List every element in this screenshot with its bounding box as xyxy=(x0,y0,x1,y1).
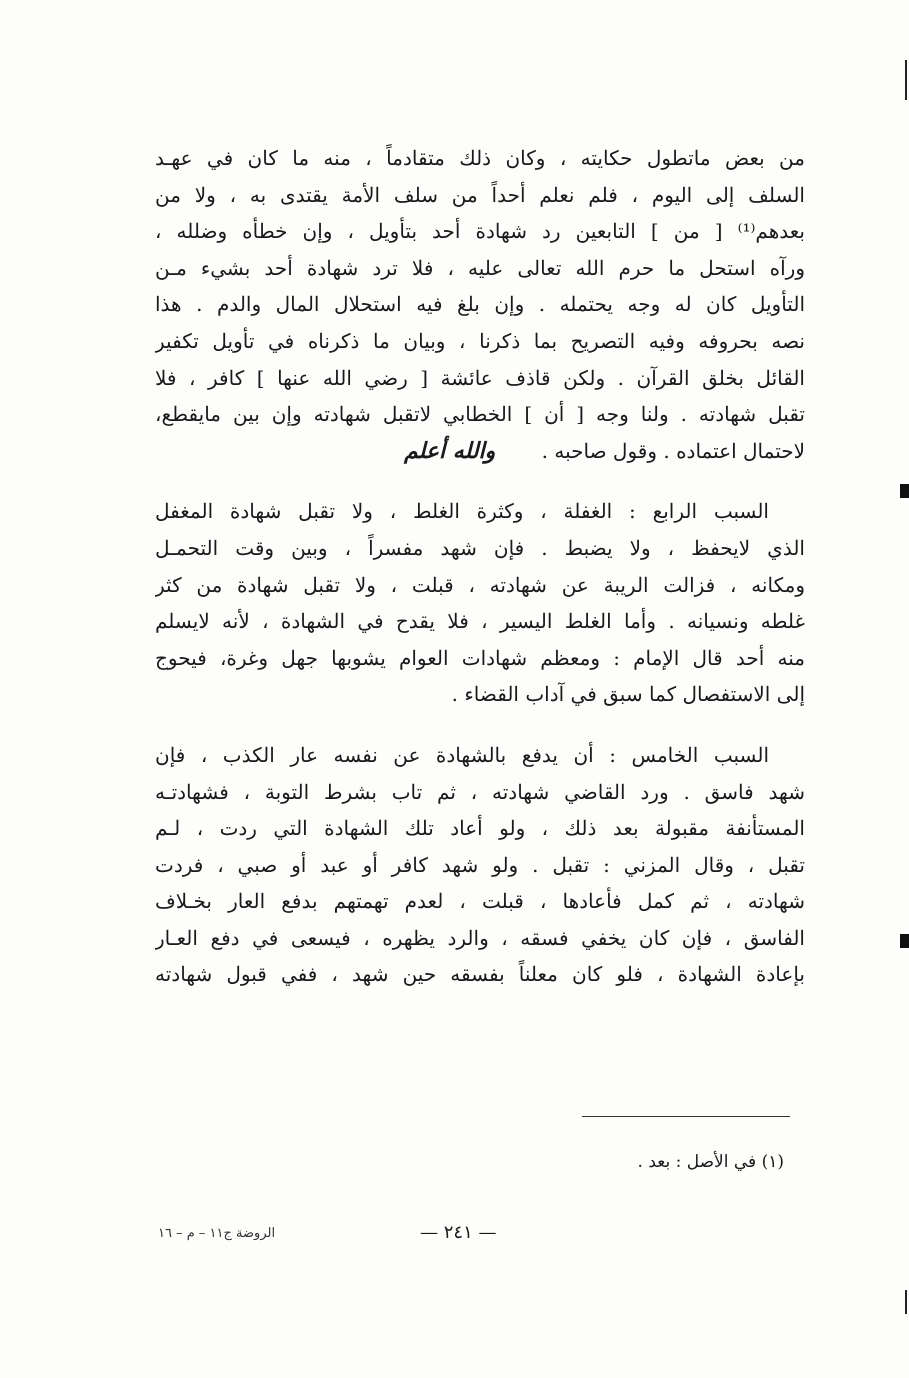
text-line: الذي لايحفظ ، ولا يضبط . فإن شهد مفسراً ، وبين وقت التحمـل xyxy=(155,535,805,560)
text-line: غلطه ونسيانه . وأما الغلط اليسير ، فلا يقدح في الشهادة ، لأنه لايسلم xyxy=(155,609,805,634)
text-line: بعدهم⁽¹⁾ [ من ] التابعين رد شهادة أحد بتأويل ، وإن خطأه وضلله ، xyxy=(155,219,805,244)
print-signature: الروضة ج١١ – م – ١٦ xyxy=(158,1226,276,1241)
footnote-divider xyxy=(582,1116,790,1117)
text-line: نصه بحروفه وفيه التصريح بما ذكرنا ، وبيان ما ذكرناه في تأويل تكفير xyxy=(155,328,805,353)
paragraph-3 xyxy=(155,737,805,993)
text-line: من بعض ماتطول حكايته ، وكان ذلك متقادماً ، منه ما كان في عهـد xyxy=(155,146,805,170)
text-line: القائل بخلق القرآن . ولكن قاذف عائشة [ رضي الله عنها ] كافر ، فلا xyxy=(155,365,805,390)
text-line: ومكانه ، فزالت الريبة عن شهادته ، قبلت ، ولا تقبل شهادة من كثر xyxy=(155,572,805,597)
text-line: السلف إلى اليوم ، فلم نعلم أحداً من سلف الأمة يقتدى به ، ولا من xyxy=(155,182,805,207)
text-line xyxy=(155,433,805,470)
main-text xyxy=(155,140,805,993)
closing-phrase: والله أعلم xyxy=(403,437,496,464)
text-line: الفاسق ، فإن كان يخفي فسقه ، والرد يظهره ، فيسعى في دفع العـار xyxy=(155,925,805,950)
text-line-content: لاحتمال اعتماده . وقول صاحبه . xyxy=(541,438,805,463)
paragraph-gap xyxy=(155,469,805,493)
scan-edge-mark xyxy=(905,1290,907,1314)
page-number: — ٢٤١ — xyxy=(420,1222,497,1243)
text-line: تقبل شهادته . ولنا وجه [ أن ] الخطابي لاتقبل شهادته وإن بين مايقطع، xyxy=(155,402,805,427)
text-line: منه أحد قال الإمام : ومعظم شهادات العوام يشوبها جهل وغرة، فيحوج xyxy=(155,645,805,670)
margin-mark xyxy=(900,484,909,498)
text-line: إلى الاستفصال كما سبق في آداب القضاء . xyxy=(451,682,805,707)
text-line: شهد فاسق . ورد القاضي شهادته ، ثم تاب بشرط التوبة ، فشهادتـه xyxy=(155,779,805,804)
text-line: شهادته ، ثم كمل فأعادها ، قبلت ، لعدم تهمتهم بدفع العار بخـلاف xyxy=(155,889,805,914)
footnote: (١) في الأصل : بعد . xyxy=(637,1152,784,1172)
paragraph-gap xyxy=(155,713,805,737)
text-line: تقبل ، وقال المزني : تقبل . ولو شهد كافر أو عبد أو صبي ، فردت xyxy=(155,852,805,877)
text-line: السبب الخامس : أن يدفع بالشهادة عن نفسه عار الكذب ، فإن xyxy=(155,742,769,767)
paragraph-1 xyxy=(155,140,805,469)
text-line: التأويل كان له وجه يحتمله . وإن بلغ فيه استحلال المال والدم . هذا xyxy=(155,292,805,317)
text-line: السبب الرابع : الغفلة ، وكثرة الغلط ، ولا تقبل شهادة المغفل xyxy=(155,499,769,524)
scan-edge-mark xyxy=(905,60,907,100)
paragraph-2 xyxy=(155,493,805,713)
text-line: ورآه استحل ما حرم الله تعالى عليه ، فلا ترد شهادة أحد بشيء مـن xyxy=(155,255,805,280)
margin-mark xyxy=(900,934,909,948)
text-line: المستأنفة مقبولة بعد ذلك ، ولو أعاد تلك الشهادة التي ردت ، لـم xyxy=(155,816,805,841)
text-line: بإعادة الشهادة ، فلو كان معلناً بفسقه حين شهد ، ففي قبول شهادته xyxy=(155,962,805,987)
